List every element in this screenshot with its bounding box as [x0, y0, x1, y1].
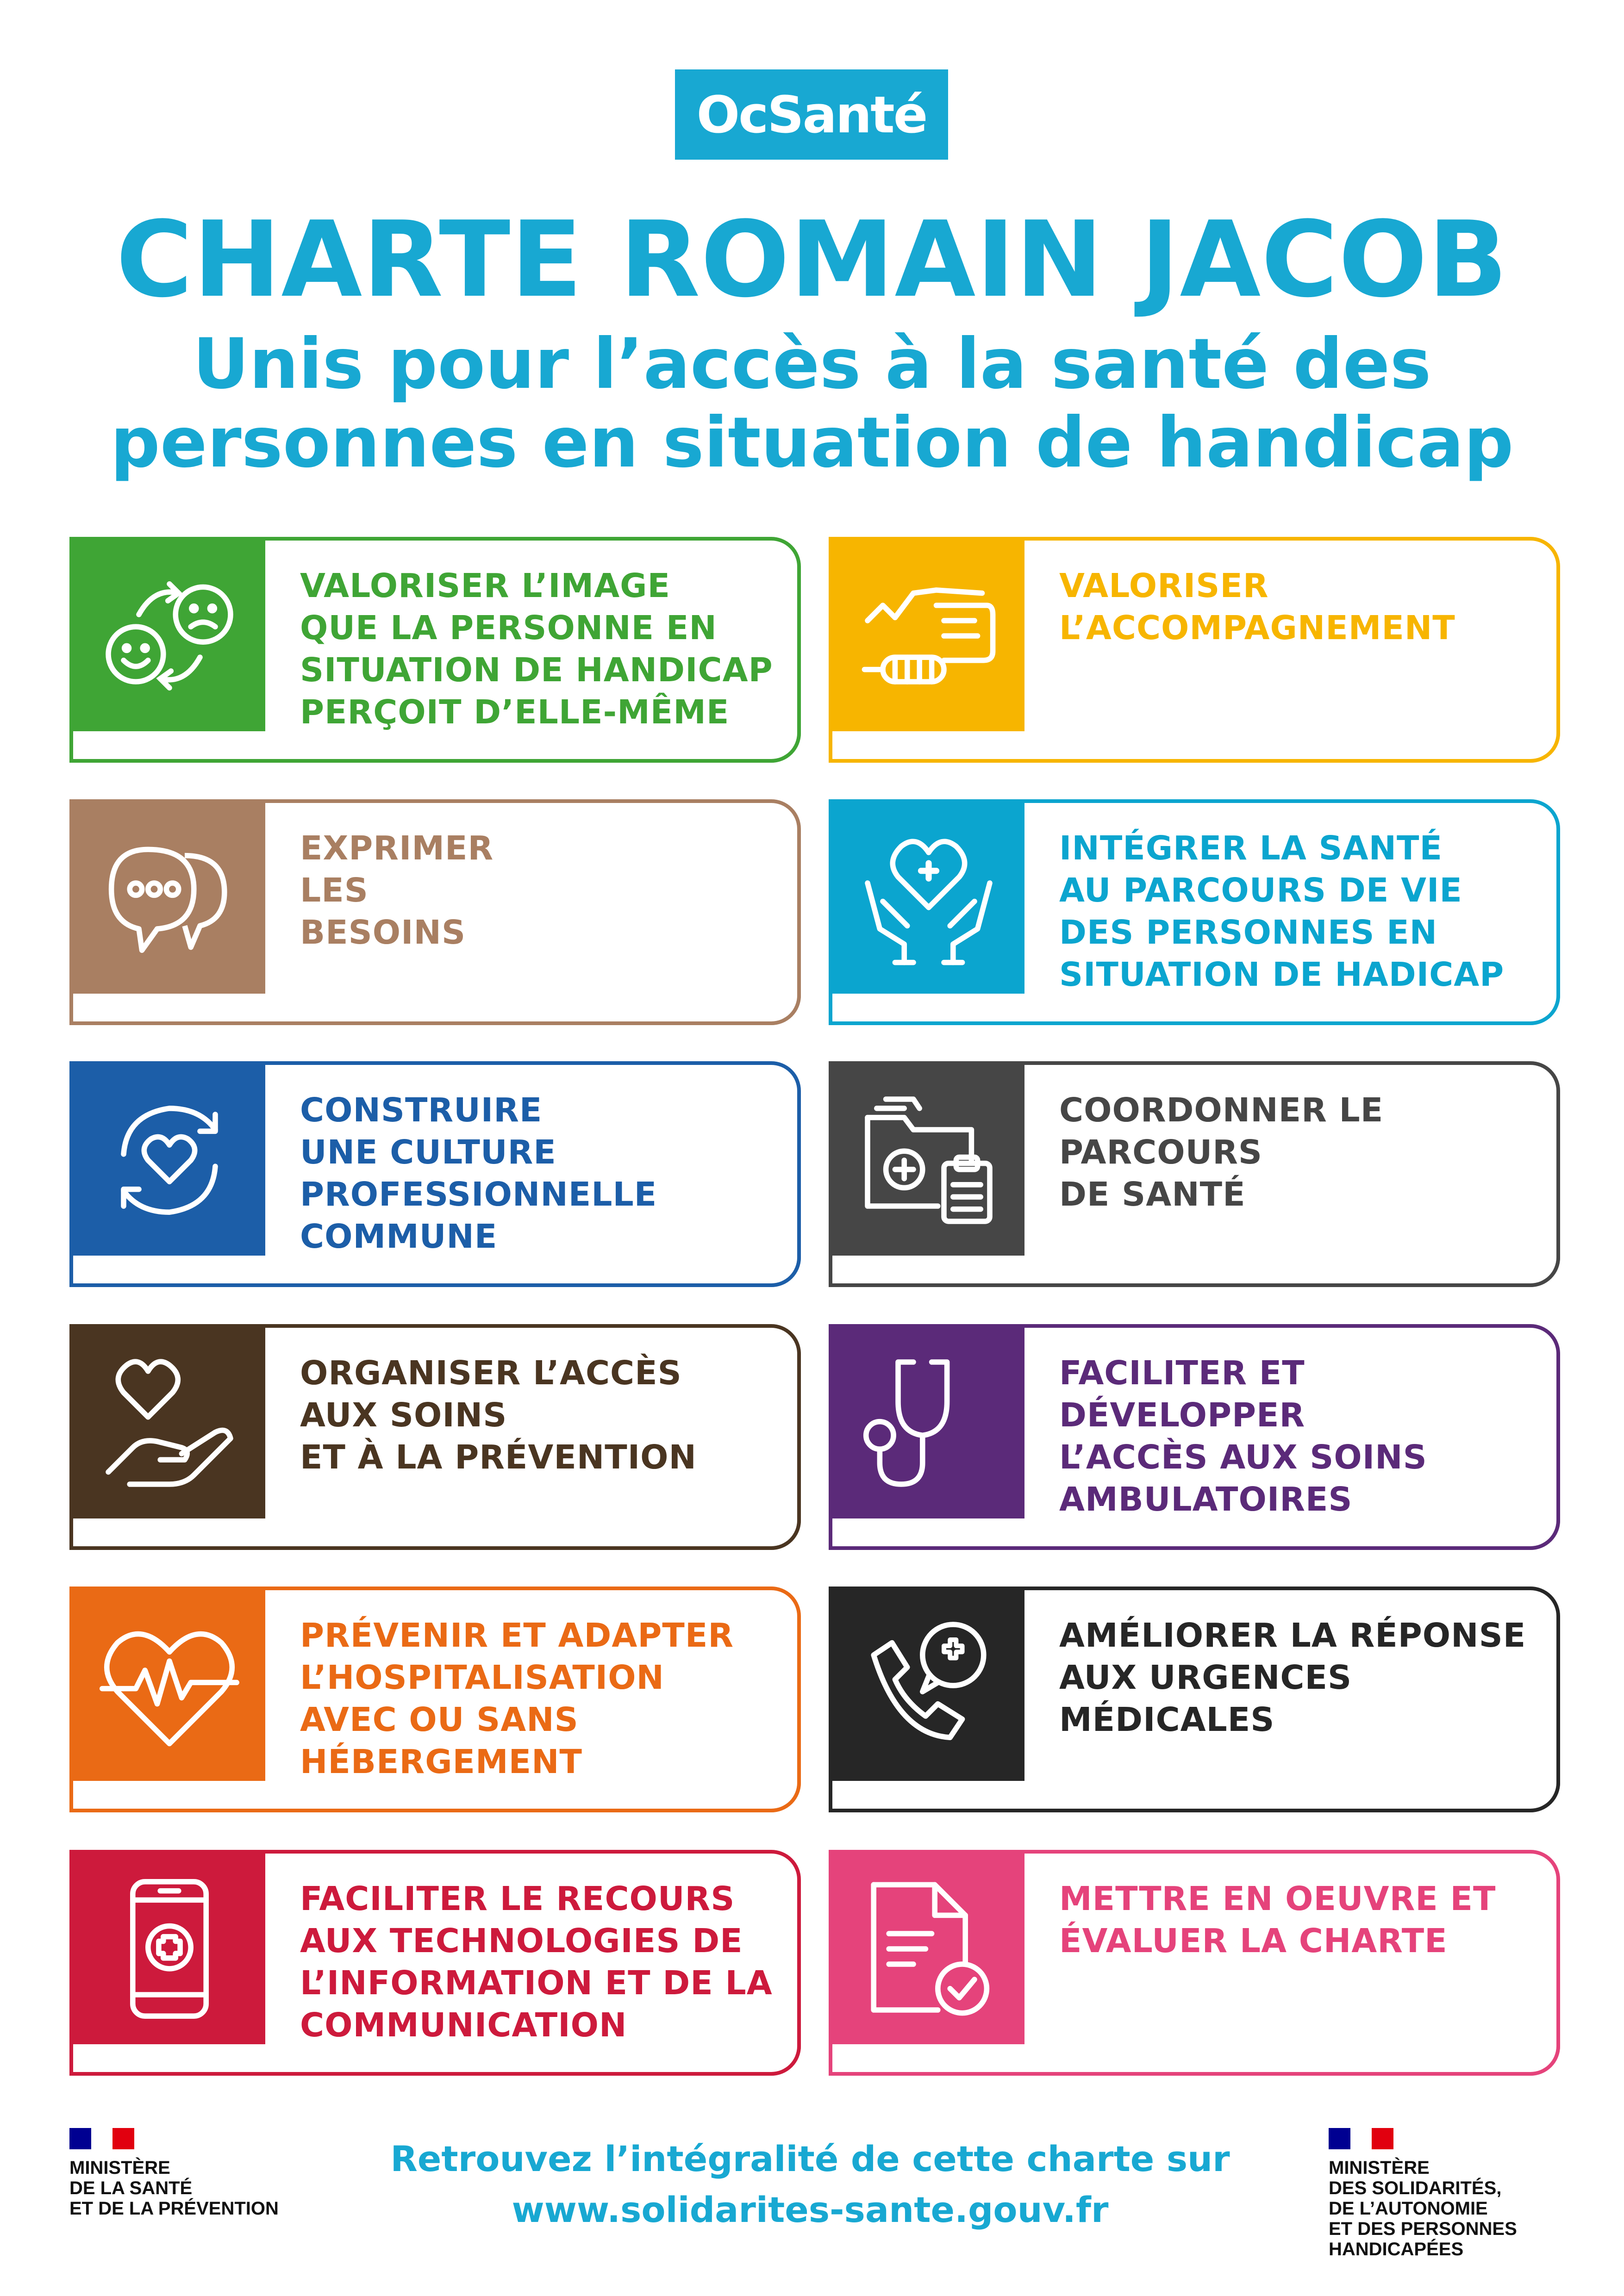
subtitle-line-1: Unis pour l’accès à la santé des: [193, 324, 1431, 404]
card-valoriser-accompagnement: [829, 537, 1560, 763]
french-flag-icon: [69, 2128, 134, 2149]
hand-heart-icon: [73, 1328, 265, 1518]
card-label: PRÉVENIR ET ADAPTER L’HOSPITALISATION AVEC OU SANS HÉBERGEMENT: [300, 1616, 734, 1781]
medical-folder-icon: [832, 1065, 1024, 1256]
heart-pulse-icon: [73, 1590, 265, 1781]
card-label: CONSTRUIRE UNE CULTURE PROFESSIONNELLE COMMUNE: [300, 1091, 657, 1256]
subtitle-line-2: personnes en situation de handicap: [110, 403, 1514, 483]
card-label: COORDONNER LE PARCOURS DE SANTÉ: [1059, 1091, 1384, 1213]
card-label: FACILITER LE RECOURS AUX TECHNOLOGIES DE L’INFORMATION ET DE LA COMMUNICATION: [300, 1879, 773, 2044]
card-faciliter-ambulatoires: [829, 1324, 1560, 1550]
oc-sante-logo: OcSanté: [675, 69, 948, 160]
footer-url-link[interactable]: www.solidarites-sante.gouv.fr: [512, 2189, 1109, 2230]
footer-line-1: Retrouvez l’intégralité de cette charte sur: [390, 2138, 1230, 2179]
card-label: EXPRIMER LES BESOINS: [300, 829, 494, 952]
card-valoriser-image: [69, 537, 801, 763]
card-faciliter-technologies: [69, 1850, 801, 2076]
card-label: FACILITER ET DÉVELOPPER L’ACCÈS AUX SOINS AMBULATOIRES: [1059, 1354, 1427, 1518]
stethoscope-icon: [832, 1328, 1024, 1518]
hands-heart-cross-icon: [832, 803, 1024, 994]
card-label: INTÉGRER LA SANTÉ AU PARCOURS DE VIE DES PERSONNES EN SITUATION DE HADICAP: [1059, 829, 1505, 994]
ministry-left: MINISTÈRE DE LA SANTÉ ET DE LA PRÉVENTION: [69, 2158, 279, 2219]
page-title: CHARTE ROMAIN JACOB: [116, 199, 1508, 321]
card-construire-culture: [69, 1061, 801, 1287]
card-ameliorer-urgences: [829, 1587, 1560, 1812]
card-integrer-sante: [829, 799, 1560, 1025]
card-mettre-en-oeuvre: [829, 1850, 1560, 2076]
helping-hand-icon: [832, 541, 1024, 731]
card-exprimer-besoins: [69, 799, 801, 1025]
phone-emergency-icon: [832, 1590, 1024, 1781]
card-prevenir-hospitalisation: [69, 1587, 801, 1812]
speech-bubbles-icon: [73, 803, 265, 994]
heart-cycle-icon: [73, 1065, 265, 1256]
card-label: ORGANISER L’ACCÈS AUX SOINS ET À LA PRÉVENTION: [300, 1354, 697, 1476]
french-flag-icon: [1329, 2128, 1393, 2149]
card-label: METTRE EN OEUVRE ET ÉVALUER LA CHARTE: [1059, 1879, 1496, 1960]
card-label: VALORISER L’ACCOMPAGNEMENT: [1059, 566, 1455, 647]
smartphone-cross-icon: [73, 1854, 265, 2044]
card-label: AMÉLIORER LA RÉPONSE AUX URGENCES MÉDICALES: [1059, 1616, 1526, 1739]
faces-cycle-icon: [73, 541, 265, 731]
card-coordonner-parcours: [829, 1061, 1560, 1287]
card-organiser-acces: [69, 1324, 801, 1550]
document-check-icon: [832, 1854, 1024, 2044]
card-label: VALORISER L’IMAGE QUE LA PERSONNE EN SITUATION DE HANDICAP PERÇOIT D’ELLE-MÊME: [300, 566, 773, 731]
ministry-right: MINISTÈRE DES SOLIDARITÉS, DE L’AUTONOMIE ET DES PERSONNES HANDICAPÉES: [1329, 2158, 1517, 2259]
